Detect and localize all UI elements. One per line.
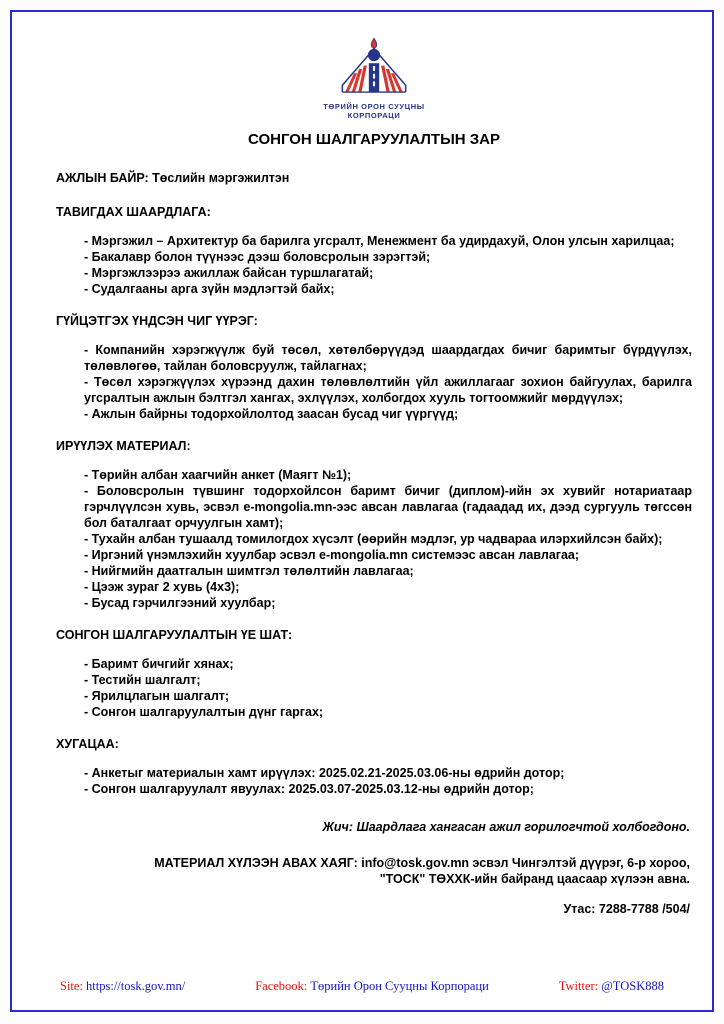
- section-heading: СОНГОН ШАЛГАРУУЛАЛТЫН ҮЕ ШАТ:: [56, 628, 293, 642]
- twitter-handle: @TOSK888: [601, 979, 664, 993]
- org-name-line1: ТӨРИЙН ОРОН СУУЦНЫ: [323, 102, 425, 111]
- section-heading: ИРҮҮЛЭХ МАТЕРИАЛ:: [56, 439, 191, 453]
- list-item: - Мэргэжлээрээ ажиллаж байсан туршлагатай;: [84, 266, 374, 280]
- list-item: - Төсөл хэрэгжүүлэх хүрээнд дахин төлөвлөлтийн үйл ажиллагааг зохион байгуулах, барилга угсралтын ажлын бэлтгэл хангах, эхлүүлэх, холбогдох хууль тогтоомжийг мөрдүүлэх;: [84, 375, 692, 405]
- twitter-label: Twitter:: [558, 979, 599, 993]
- section-heading: ТАВИГДАХ ШААРДЛАГА:: [56, 205, 211, 219]
- section-selection-stages: [56, 627, 692, 720]
- list-item: - Компанийн хэрэгжүүлж буй төсөл, хөтөлбөрүүдэд шаардагдах бичиг баримтыг бүрдүүлэх, төлөвлөгөө, тайлан боловсруулж, тайлагнах;: [84, 343, 692, 373]
- footer-site: [60, 979, 185, 994]
- section-materials: [56, 438, 692, 611]
- materials-list: [84, 467, 692, 611]
- document-content: [12, 12, 712, 979]
- list-item: - Ярилцлагын шалгалт;: [84, 689, 230, 703]
- page-footer: [12, 979, 712, 1010]
- address-line2: "ТОСК" ТӨХХК-ийн байранд цаасаар хүлээн авна.: [379, 872, 690, 886]
- list-item: - Нийгмийн даатгалын шимтгэл төлөлтийн лавлагаа;: [84, 564, 414, 578]
- list-item: - Иргэний үнэмлэхийн хуулбар эсвэл e-mongolia.mn системээс авсан лавлагаа;: [84, 548, 580, 562]
- section-heading: ГҮЙЦЭТГЭХ ҮНДСЭН ЧИГ ҮҮРЭГ:: [56, 314, 258, 328]
- duties-list: [84, 342, 692, 422]
- site-url: https://tosk.gov.mn/: [86, 979, 186, 993]
- list-item: - Бусад гэрчилгээний хуулбар;: [84, 596, 276, 610]
- deadline-list: [84, 765, 692, 797]
- list-item: - Тухайн албан тушаалд томилогдох хүсэлт (өөрийн мэдлэг, ур чадвараа илэрхийлсэн байх);: [84, 532, 663, 546]
- phone-line: Утас: 7288-7788 /504/: [563, 902, 690, 916]
- submission-address: [86, 855, 690, 887]
- requirements-list: [84, 233, 692, 297]
- section-requirements: [56, 204, 692, 297]
- list-item: - Төрийн албан хаагчийн анкет (Маягт №1);: [84, 468, 352, 482]
- section-deadline: [56, 736, 692, 797]
- document-page: [10, 10, 714, 1012]
- facebook-name: Төрийн Орон Сууцны Корпораци: [310, 979, 489, 993]
- list-item: - Сонгон шалгаруулалтын дүнг гаргах;: [84, 705, 324, 719]
- section-main-duties: [56, 313, 692, 422]
- list-item: - Бакалавр болон түүнээс дээш боловсролын зэрэгтэй;: [84, 250, 431, 264]
- list-item: - Боловсролын түвшинг тодорхойлсон баримт бичиг (диплом)-ийн эх хувийг нотариатаар гэрчлүүлсэн хувь, эсвэл e-mongolia.mn-ээс авсан лавлагаа (гадаадад их, дээд сургууль төгссөн бол баталгаат орчуулгын хамт);: [84, 484, 692, 530]
- list-item: - Анкетыг материалын хамт ирүүлэх: 2025.02.21-2025.03.06-ны өдрийн дотор;: [84, 766, 565, 780]
- note-line: Жич: Шаардлага хангасан ажил горилогчтой холбогдоно.: [322, 820, 690, 834]
- footer-twitter: [559, 979, 664, 994]
- list-item: - Мэргэжил – Архитектур ба барилга угсралт, Менежмент ба удирдахуй, Олон улсын харилцаа;: [84, 234, 675, 248]
- site-label: Site:: [60, 979, 83, 993]
- job-position-line: АЖЛЫН БАЙР: Төслийн мэргэжилтэн: [56, 171, 290, 185]
- housing-corporation-emblem-icon: [326, 38, 422, 98]
- list-item: - Тестийн шалгалт;: [84, 673, 201, 687]
- list-item: - Баримт бичгийг хянах;: [84, 657, 234, 671]
- stages-list: [84, 656, 692, 720]
- page-title: СОНГОН ШАЛГАРУУЛАЛТЫН ЗАР: [248, 131, 500, 148]
- list-item: - Цээж зураг 2 хувь (4x3);: [84, 580, 240, 594]
- footer-facebook: [255, 979, 489, 994]
- org-name-line2: КОРПОРАЦИ: [347, 111, 401, 120]
- section-heading: ХУГАЦАА:: [56, 737, 119, 751]
- address-line1: МАТЕРИАЛ ХҮЛЭЭН АВАХ ХАЯГ: info@tosk.gov.mn эсвэл Чингэлтэй дүүрэг, 6-р хороо,: [154, 856, 690, 870]
- org-logo: [56, 38, 692, 120]
- list-item: - Ажлын байрны тодорхойлолтод заасан бусад чиг үүргүүд;: [84, 407, 459, 421]
- list-item: - Судалгааны арга зүйн мэдлэгтэй байх;: [84, 282, 335, 296]
- facebook-label: Facebook:: [255, 979, 308, 993]
- list-item: - Сонгон шалгаруулалт явуулах: 2025.03.07-2025.03.12-ны өдрийн дотор;: [84, 782, 534, 796]
